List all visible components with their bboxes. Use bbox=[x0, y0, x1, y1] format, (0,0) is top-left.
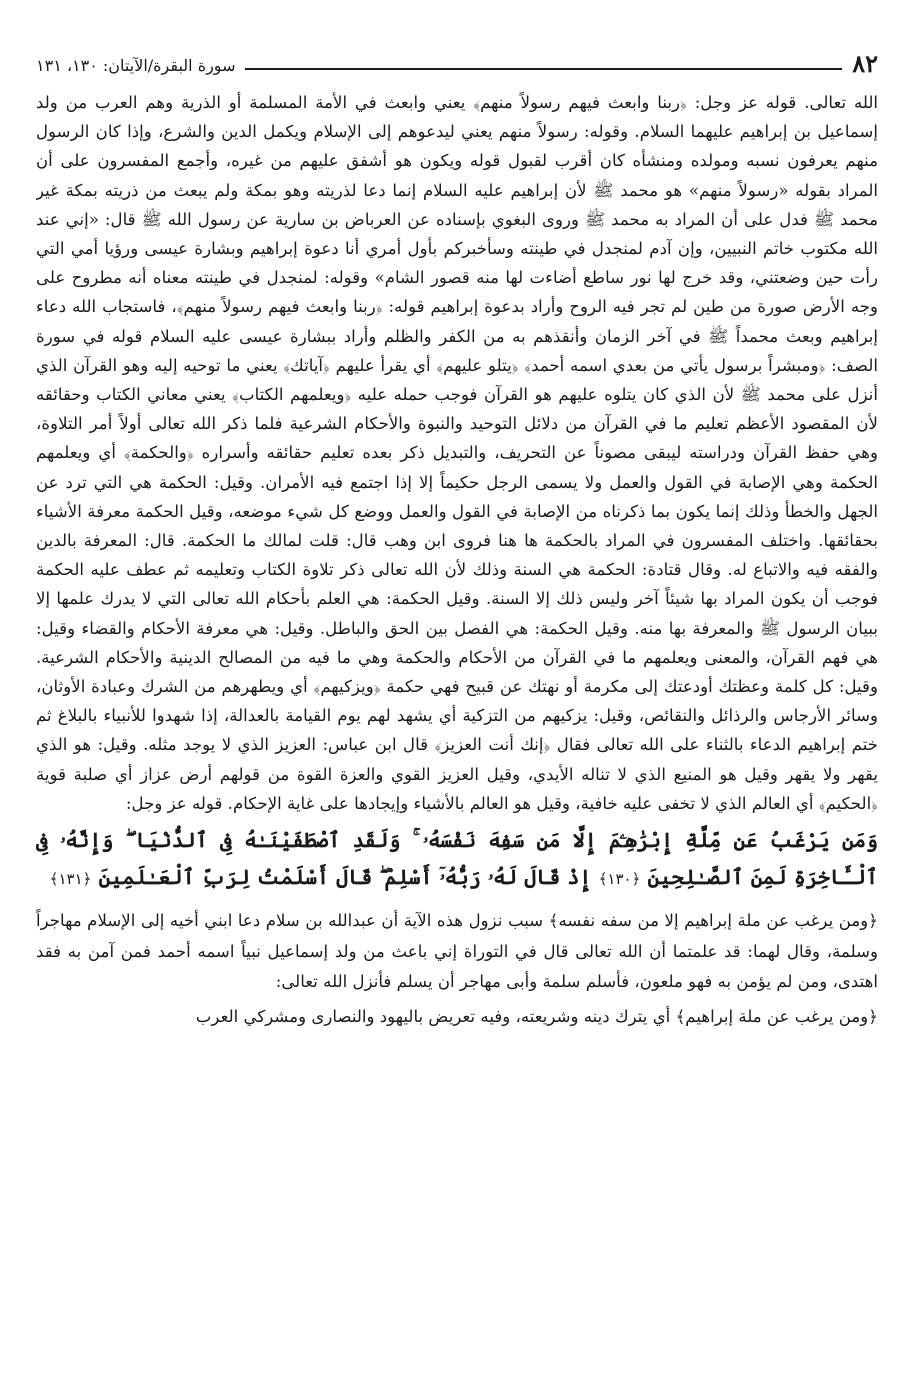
page-number: ٨٢ bbox=[852, 49, 878, 78]
quran-verse bbox=[36, 822, 878, 898]
document-page bbox=[36, 44, 878, 1344]
verse-text-130: وَمَن يَرْغَبُ عَن مِّلَّةِ إِبْرَٰهِـۧمَ إِلَّا مَن سَفِهَ نَفْسَهُۥ ۚ وَلَقَدِ ٱصْطَفَيْنَـٰهُ فِى ٱلدُّنْيَا ۖ وَإِنَّهُۥ فِى ٱلْـَٔاخِرَةِ لَمِنَ ٱلصَّـٰلِحِينَ bbox=[36, 828, 878, 890]
verse-number-131: ﴿١٣١﴾ bbox=[49, 870, 92, 889]
commentary-text bbox=[36, 88, 878, 818]
running-title: سورة البقرة/الآيتان: ١٣٠، ١٣١ bbox=[36, 56, 236, 75]
post-verse-text bbox=[36, 906, 878, 1032]
post-verse-paragraph: ﴿ومن يرغب عن ملة إبراهيم إلا من سفه نفسه﴾ سبب نزول هذه الآية أن عبدالله بن سلام دعا ابني أخيه إلى الإسلام مهاجراً وسلمة، وقال لهما: قد علمتما أن الله تعالى قال في التوراة إني باعث من ولد إسماعيل نبياً اسمه أحمد فمن آمن به فقد اهتدى، ومن لم يؤمن به فهو ملعون، فأسلم سلمة وأبى مهاجر أن يسلم فأنزل الله تعالى: bbox=[36, 911, 878, 992]
verse-text-131: إِذْ قَالَ لَهُۥ رَبُّهُۥٓ أَسْلِمْ ۖ قَالَ أَسْلَمْتُ لِرَبِّ ٱلْعَـٰلَمِينَ bbox=[98, 865, 592, 890]
page-header bbox=[36, 44, 878, 76]
post-verse-paragraph: ﴿ومن يرغب عن ملة إبراهيم﴾ أي يترك دينه وشريعته، وفيه تعريض باليهود والنصارى ومشركي العرب bbox=[195, 1006, 878, 1026]
commentary-paragraph: الله تعالى. قوله عز وجل: ﴿ربنا وابعث فيهم رسولاً منهم﴾ يعني وابعث في الأمة المسلمة أو الذرية وهم العرب من ولد إسماعيل بن إبراهيم عليهما السلام. وقوله: رسولاً منهم يعني ليدعوهم إلى الإسلام ويكمل الدين والشرع، وإذا كان الرسول منهم يعرفون نسبه ومولده ومنشأه كان أقرب لقبول قوله ويكون هو أشفق عليهم من غيره، وأجمع المفسرون على أن المراد بقوله «رسولاً منهم» هو محمد ﷺ لأن إبراهيم عليه السلام إنما دعا لذريته وهو بمكة ولم يبعث من ذريته بمكة غير محمد ﷺ فدل على أن المراد به محمد ﷺ وروى البغوي بإسناده عن العرباض بن سارية عن رسول الله ﷺ قال: «إني عند الله مكتوب خاتم النبيين، وإن آدم لمنجدل في طينته وسأخبركم بأول أمري أنا دعوة إبراهيم وبشارة عيسى ورؤيا أمي التي رأت حين وضعتني، وقد خرج لها نور ساطع أضاءت لها منه قصور الشام» وقوله: لمنجدل في طينته معناه أنه مطروح على وجه الأرض صورة من طين لم تجر فيه الروح وأراد بدعوة إبراهيم قوله: ﴿ربنا وابعث فيهم رسولاً منهم﴾، فاستجاب الله دعاء إبراهيم وبعث محمداً ﷺ في آخر الزمان وأنقذهم به من الكفر والظلم وأراد ببشارة عيسى عليه السلام قوله في سورة الصف: ﴿ومبشراً برسول يأتي من بعدي اسمه أحمد﴾ ﴿يتلو عليهم﴾ أي يقرأ عليهم ﴿آياتك﴾ يعني ما توحيه إليه وهو القرآن الذي أنزل على محمد ﷺ لأن الذي كان يتلوه عليهم هو القرآن فوجب حمله عليه ﴿ويعلمهم الكتاب﴾ يعني معاني الكتاب وحقائقه لأن المقصود الأعظم تعليم ما في القرآن من دلائل التوحيد والنبوة والأحكام الشرعية فلما ذكر الله تعالى أولاً أمر التلاوة، وهي حفظ القرآن ودراسته ليبقى مصوناً عن التحريف، والتبديل ذكر بعده تعليم حقائقه وأسراره ﴿والحكمة﴾ أي ويعلمهم الحكمة وهي الإصابة في القول والعمل ولا يسمى الرجل حكيماً إلا إذا اجتمع فيه الأمران. وقيل: الحكمة هي التي ترد عن الجهل والخطأ وذلك إنما يكون بما ذكرناه من الإصابة في القول والعمل ووضع كل شيء موضعه، وقيل الحكمة معرفة الأشياء بحقائقها. واختلف المفسرون في المراد بالحكمة ها هنا فروى ابن وهب قال: قلت لمالك ما الحكمة. قال: المعرفة بالدين والفقه فيه والاتباع له. وقال قتادة: الحكمة هي السنة وذلك لأن الله تعالى ذكر تلاوة الكتاب وتعليمه ثم عطف عليه الحكمة فوجب أن يكون المراد بها شيئاً آخر وليس ذلك إلا السنة. وقيل الحكمة: هي العلم بأحكام الله تعالى التي لا يدرك علمها إلا ببيان الرسول ﷺ والمعرفة بها منه. وقيل الحكمة: هي الفصل بين الحق والباطل. وقيل: هي معرفة الأحكام والقضاء وقيل: هي فهم القرآن، والمعنى ويعلمهم ما في القرآن من الأحكام والحكمة وهي ما فيه من المصالح الدينية والأحكام الشرعية. وقيل: كل كلمة وعظتك أودعتك إلى مكرمة أو نهتك عن قبيح فهي حكمة ﴿ويزكيهم﴾ أي ويطهرهم من الشرك وعبادة الأوثان، وسائر الأرجاس والرذائل والنقائص، وقيل: يزكيهم من التزكية أي يشهد لهم يوم القيامة بالعدالة، إذا شهدوا للأنبياء بالبلاغ ثم ختم إبراهيم الدعاء بالثناء على الله تعالى فقال ﴿إنك أنت العزيز﴾ قال ابن عباس: العزيز الذي لا يوجد مثله. وقيل: هو الذي يقهر ولا يقهر وقيل هو المنيع الذي لا تناله الأيدي، وقيل العزيز القوي والعزة القوة من قولهم أرض عزاز أي صلبة قوية ﴿الحكيم﴾ أي العالم الذي لا تخفى عليه خافية، وقيل هو العالم بالأشياء وإيجادها على غاية الإحكام. قوله عز وجل: bbox=[36, 93, 878, 813]
verse-number-130: ﴿١٣٠﴾ bbox=[598, 870, 641, 889]
quran-verse-block bbox=[36, 822, 878, 898]
header-rule bbox=[245, 68, 842, 70]
